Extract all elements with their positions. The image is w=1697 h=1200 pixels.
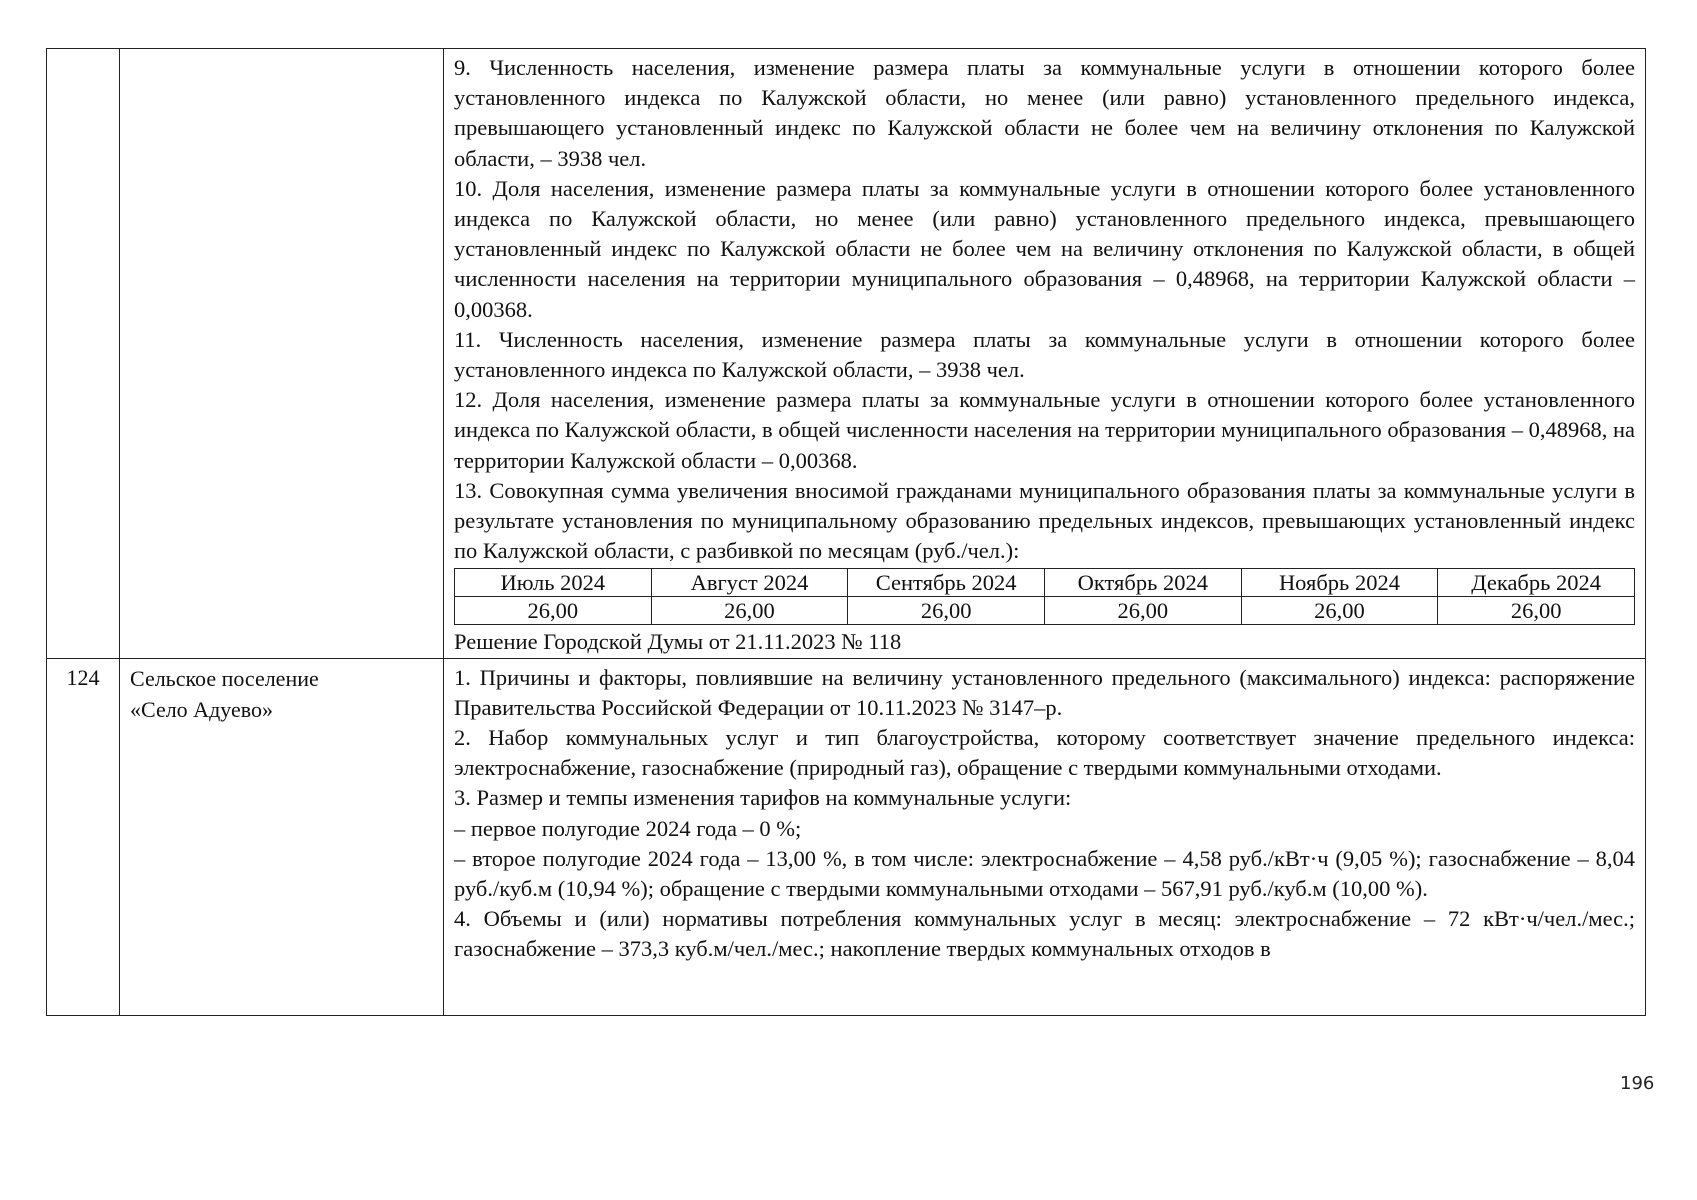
month-header: Ноябрь 2024 <box>1241 569 1438 597</box>
month-header: Декабрь 2024 <box>1438 569 1635 597</box>
paragraph-2: 2. Набор коммунальных услуг и тип благоустройства, которому соответствует значение предельного индекса: электроснабжение, газоснабжение (природный газ), обращение с твердыми коммунальными отходами. <box>454 725 1635 781</box>
months-header-row <box>455 569 1635 597</box>
monthly-amounts-table <box>454 568 1635 625</box>
municipality-name-line: Сельское поселение <box>130 665 319 691</box>
paragraph-3-first-half: – первое полугодие 2024 года – 0 %; <box>454 815 802 841</box>
description-cell <box>444 49 1646 659</box>
month-header: Октябрь 2024 <box>1044 569 1241 597</box>
municipality-name-cell <box>120 49 444 659</box>
decision-reference: Решение Городской Думы от 21.11.2023 № 118 <box>454 629 902 655</box>
month-value: 26,00 <box>651 597 848 625</box>
month-value: 26,00 <box>1241 597 1438 625</box>
paragraph-1: 1. Причины и факторы, повлиявшие на величину установленного предельного (максимального) индекса: распоряжение Правительства Российской Федерации от 10.11.2023 № 3147–р. <box>454 664 1635 720</box>
table-row <box>47 658 1646 1015</box>
table-row <box>47 49 1646 659</box>
page-number: 196 <box>1620 1073 1655 1094</box>
paragraph-3: 3. Размер и темпы изменения тарифов на коммунальные услуги: <box>454 785 1072 811</box>
months-value-row <box>455 597 1635 625</box>
paragraph-4: 4. Объемы и (или) нормативы потребления коммунальных услуг в месяц: электроснабжение – 72 кВт·ч/чел./мес.; газоснабжение – 373,3 куб.м/чел./мес.; накопление твердых коммунальных отходов в <box>454 906 1635 962</box>
month-header: Август 2024 <box>651 569 848 597</box>
paragraph-11: 11. Численность населения, изменение размера платы за коммунальные услуги в отношении которого более установленного индекса по Калужской области, – 3938 чел. <box>454 326 1635 383</box>
document-table <box>46 48 1646 1016</box>
paragraph-3-second-half: – второе полугодие 2024 года – 13,00 %, в том числе: электроснабжение – 4,58 руб./кВт·ч (9,05 %); газоснабжение – 8,04 руб./куб.м (10,94 %); обращение с твердыми коммунальными отходами – 567,91 руб./куб.м (10,00 %). <box>454 845 1635 902</box>
row-number-cell: 124 <box>47 658 120 1015</box>
paragraph-12: 12. Доля населения, изменение размера платы за коммунальные услуги в отношении которого более установленного индекса по Калужской области, в общей численности населения на территории муниципального образования – 0,48968, на территории Калужской области – 0,00368. <box>454 387 1635 473</box>
month-value: 26,00 <box>1044 597 1241 625</box>
paragraph-13: 13. Совокупная сумма увеличения вносимой гражданами муниципального образования платы за коммунальные услуги в результате установления по муниципальному образованию предельных индексов, превышающих установленный индекс по Калужской области, с разбивкой по месяцам (руб./чел.): <box>454 477 1635 564</box>
paragraph-9: 9. Численность населения, изменение размера платы за коммунальные услуги в отношении которого более установленного индекса по Калужской области, но менее (или равно) установленного предельного индекса, превышающего установленный индекс по Калужской области не более чем на величину отклонения по Калужской области, – 3938 чел. <box>454 55 1635 171</box>
municipality-name-line: «Село Адуево» <box>130 696 273 722</box>
month-value: 26,00 <box>455 597 652 625</box>
month-header: Сентябрь 2024 <box>848 569 1045 597</box>
month-value: 26,00 <box>1438 597 1635 625</box>
row-number-cell <box>47 49 120 659</box>
month-header: Июль 2024 <box>455 569 652 597</box>
municipality-name-cell <box>120 658 444 1015</box>
month-value: 26,00 <box>848 597 1045 625</box>
paragraph-10: 10. Доля населения, изменение размера платы за коммунальные услуги в отношении которого более установленного индекса по Калужской области, но менее (или равно) установленного предельного индекса, превышающего установленный индекс по Калужской области не более чем на величину отклонения по Калужской области, в общей численности населения на территории муниципального образования – 0,48968, на территории Калужской области – 0,00368. <box>454 175 1635 322</box>
description-cell <box>444 658 1646 1015</box>
